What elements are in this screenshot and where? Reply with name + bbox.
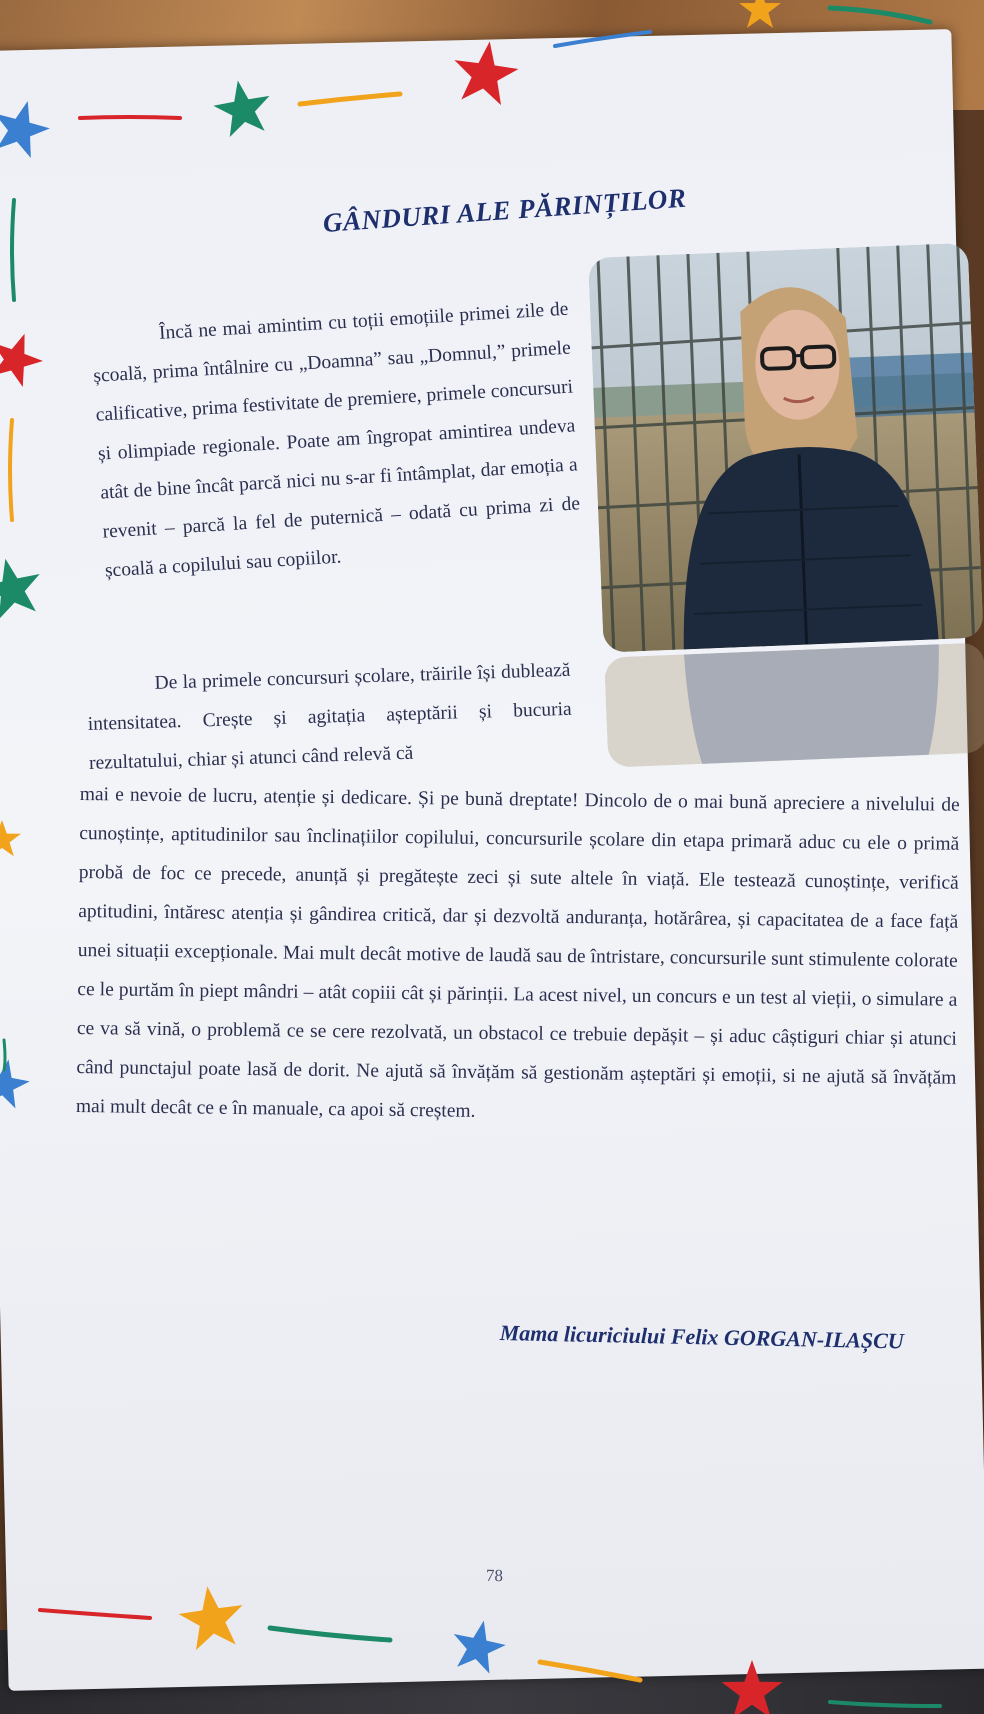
paragraph-2-text-part-2: mai e nevoie de lucru, atenție și dedicare. Și pe bună dreptate! Dincolo de o mai bună apreciere a nivelului de cunoștințe, aptitudinilor sau înclinațiilor copilului, concursurile școlare din etapa primară aduc cu ele o primă probă de foc ce precede, anunță și pregătește zeci și sute altele în viață. Ele testează cunoștințe, verifică aptitudini, întăresc atenția și gândirea critică, dar și dezvoltă anduranța, hotărârea, și capacitatea de a face față unei situații excepționale. Mai mult decât motive de laudă sau de întristare, concursurile sunt stimulente colorate ce le purtăm în piept mândri – atât copiii cât și părinții. La acest nivel, un concurs e un test al vieții, o simulare a ce va să vină, o problemă ce se cere rezolvată, un obstacol ce trebuie depășit – și aduc câștiguri chiar și atunci când punctajul poate lasă de dorit. Ne ajută să învățăm să gestionăm așteptări și emoții, si ne ajută să învățăm mai mult decât ce e în manuale, ca apoi să creștem. bbox=[75, 783, 960, 1122]
page-title: GÂNDURI ALE PĂRINȚILOR bbox=[322, 182, 688, 239]
author-signature: Mama licuriciului Felix GORGAN-ILAȘCU bbox=[499, 1320, 904, 1354]
woman-portrait-image bbox=[588, 243, 984, 653]
paragraph-1-text: Încă ne mai amintim cu toții emoțiile primei zile de școală, prima întâlnire cu „Doamna” sau „Domnul,” primele calificative, prima festivitate de premiere, primele concursuri și olimpiade regionale. Poate am îngropat amintirea undeva atât de bine încât parcă nici nu s-ar fi întâmplat, dar emoția a revenit – parcă la fel de puternică – odată cu prima zi de școală a copilului sau copiilor. bbox=[92, 298, 581, 582]
paragraph-2-text-part-1: De la primele concursuri școlare, trăirile își dublează intensitatea. Crește și agitația așteptării și bucuria rezultatului, chiar și atunci când relevă că bbox=[87, 659, 572, 774]
paragraph-2-beside-photo bbox=[86, 651, 573, 783]
photo-frame bbox=[588, 243, 984, 653]
paragraph-1 bbox=[90, 290, 583, 591]
parent-photo bbox=[588, 243, 984, 653]
photo-reflection bbox=[604, 642, 984, 767]
paragraph-2-full-width bbox=[76, 775, 960, 1137]
page-number: 78 bbox=[485, 1565, 504, 1586]
